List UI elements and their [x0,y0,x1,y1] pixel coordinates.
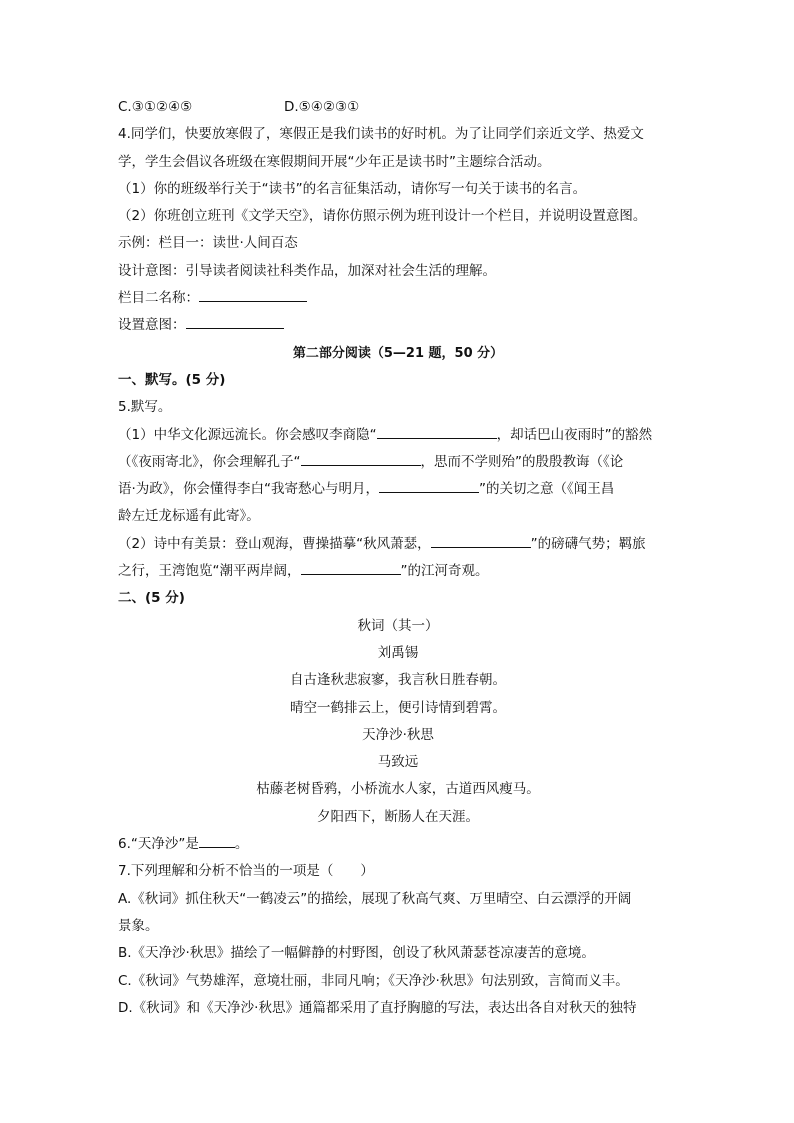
q3-option-c: C.③①②④⑤ [118,99,193,115]
q7-option-a-line1: A.《秋词》抓住秋天“一鹤凌云”的描绘，展现了秋高气爽、万里晴空、白云漂浮的开阔 [118,890,632,907]
q4-example: 示例：栏目一：读世·人间百态 [118,235,298,252]
dictation-blank-3[interactable] [379,479,479,493]
column-name-blank[interactable] [199,288,307,302]
text-segment: 。 [234,836,249,853]
q7-option-a-line2: 景象。 [118,917,159,934]
q4-intent-row [118,312,678,339]
q7-stem: 7.下列理解和分析不恰当的一项是（ ） [118,863,374,880]
q6-blank[interactable] [199,834,235,848]
q7-option-c: C.《秋词》气势雄浑，意境壮丽，非同凡响；《天净沙·秋思》句法别致，言简而义丰。 [118,972,629,989]
q7-option-d: D.《秋词》和《天净沙·秋思》通篇都采用了直抒胸臆的写法，表达出各自对秋天的独特 [118,999,637,1016]
q4-sub1: （1）你的班级举行关于“读书”的名言征集活动，请你写一句关于读书的名言。 [118,180,587,197]
q4-stem-line2: 学，学生会倡议各班级在寒假期间开展“少年正是读书时”主题综合活动。 [118,153,551,170]
text-segment: （2）诗中有美景：登山观海，曹操描摹“秋风萧瑟， [118,535,431,552]
part2-title: 第二部分阅读（5—21 题，50 分） [292,345,504,361]
q5-sub2-line1 [118,531,678,558]
text-segment: ，思而不学则殆”的殷殷教诲（《论 [420,453,624,470]
section2-heading: 二、(5 分) [118,590,185,607]
q5-sub1-line4: 龄左迁龙标遥有此寄》。 [118,508,260,525]
section1-heading: 一、默写。(5 分) [118,371,226,388]
exam-page [118,94,678,1022]
text-segment: ，却话巴山夜雨时”的豁然 [496,426,653,443]
q4-sub2: （2）你班创立班刊《文学天空》，请你仿照示例为班刊设计一个栏目，并说明设置意图。 [118,208,647,225]
q3-options-row [118,94,678,121]
intent-label: 设置意图： [118,317,186,334]
column-name-label: 栏目二名称： [118,290,199,307]
poem2-title: 天净沙·秋思 [362,726,434,743]
poem1-author: 刘禹锡 [377,644,419,661]
q5-stem: 5.默写。 [118,399,172,416]
q5-sub1-line1 [118,422,678,449]
text-segment: 6.“天净沙”是 [118,836,199,853]
dictation-blank-2[interactable] [301,452,421,466]
text-segment: ”的江河奇观。 [400,563,489,580]
poem2-author: 马致远 [377,754,419,771]
poem1-line2: 晴空一鹤排云上，便引诗情到碧霄。 [290,699,506,716]
text-segment: 之行，王湾饱览“潮平两岸阔， [118,563,301,580]
q3-option-d: D.⑤④②③① [284,99,360,115]
text-segment: ”的磅礴气势；羁旅 [530,535,646,552]
q4-stem-line1: 4.同学们，快要放寒假了，寒假正是我们读书的好时机。为了让同学们亲近文学、热爱文 [118,126,644,143]
q5-sub2-line2 [118,558,678,585]
poem2-line1: 枯藤老树昏鸦，小桥流水人家，古道西风瘦马。 [256,781,540,798]
q5-sub1-line3 [118,476,678,503]
q6-row [118,831,678,858]
poem2-line2: 夕阳西下，断肠人在天涯。 [317,808,479,825]
intent-blank[interactable] [186,315,284,329]
dictation-blank-4[interactable] [431,534,531,548]
dictation-blank-1[interactable] [377,425,497,439]
text-segment: 语·为政》，你会懂得李白“我寄愁心与明月， [118,481,380,498]
text-segment: （《夜雨寄北》，你会理解孔子“ [118,453,301,470]
dictation-blank-5[interactable] [301,561,401,575]
q7-option-b: B.《天净沙·秋思》描绘了一幅僻静的村野图，创设了秋风萧瑟苍凉凄苦的意境。 [118,945,595,962]
poem1-line1: 自古逢秋悲寂寥，我言秋日胜春朝。 [290,672,506,689]
q5-sub1-line2 [118,449,678,476]
q4-column-name-row [118,285,678,312]
text-segment: ”的关切之意（《闻王昌 [479,481,615,498]
text-segment: （1）中华文化源远流长。你会感叹李商隐“ [118,426,377,443]
poem1-title: 秋词（其一） [357,617,439,634]
q4-design-intent: 设计意图：引导读者阅读社科类作品，加深对社会生活的理解。 [118,262,496,279]
